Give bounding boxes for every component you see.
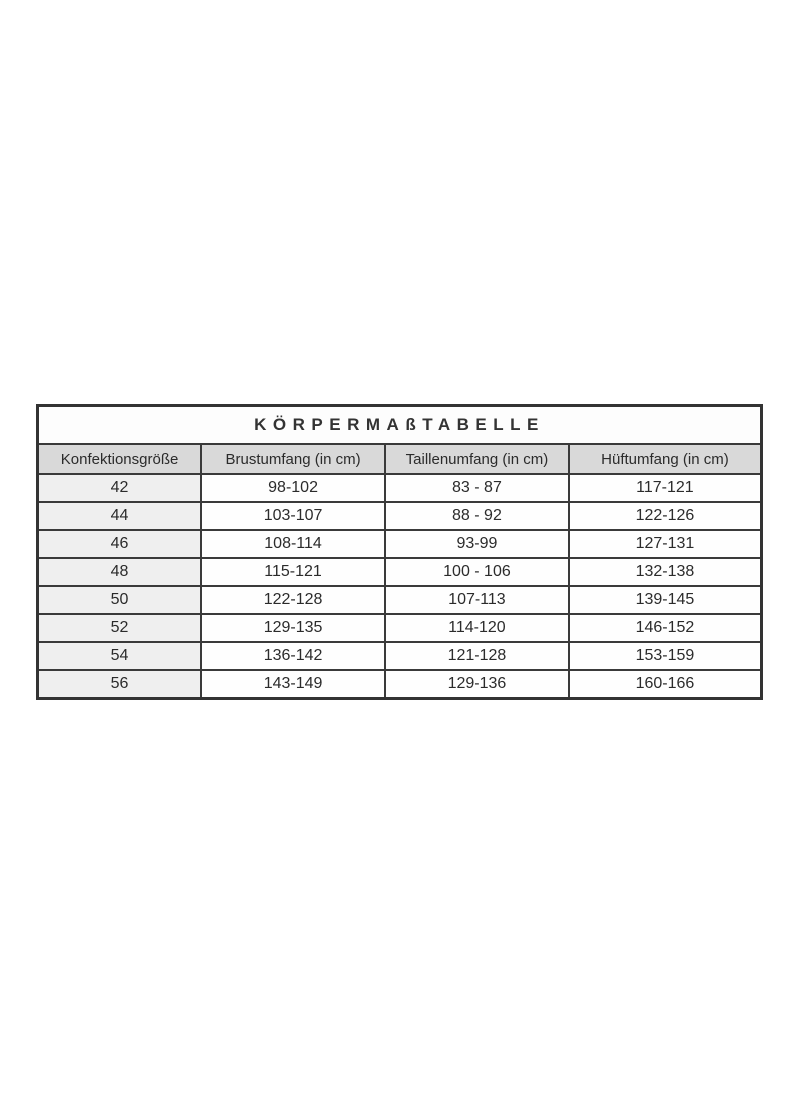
- waist-cell: 88 - 92: [385, 502, 569, 530]
- size-cell: 54: [38, 642, 202, 670]
- column-header-brustumfang: Brustumfang (in cm): [201, 444, 385, 474]
- column-header-konfektionsgroesse: Konfektionsgröße: [38, 444, 202, 474]
- table-row-size-44: [38, 502, 762, 530]
- waist-cell: 107-113: [385, 586, 569, 614]
- size-cell: 52: [38, 614, 202, 642]
- bust-cell: 143-149: [201, 670, 385, 699]
- hip-cell: 139-145: [569, 586, 762, 614]
- size-cell: 56: [38, 670, 202, 699]
- hip-cell: 117-121: [569, 474, 762, 502]
- bust-cell: 129-135: [201, 614, 385, 642]
- table-row-size-50: [38, 586, 762, 614]
- bust-cell: 115-121: [201, 558, 385, 586]
- bust-cell: 108-114: [201, 530, 385, 558]
- bust-cell: 103-107: [201, 502, 385, 530]
- column-header-hueftumfang: Hüftumfang (in cm): [569, 444, 762, 474]
- table-row-size-56: [38, 670, 762, 699]
- hip-cell: 132-138: [569, 558, 762, 586]
- size-cell: 50: [38, 586, 202, 614]
- bust-cell: 122-128: [201, 586, 385, 614]
- waist-cell: 121-128: [385, 642, 569, 670]
- table-row-size-46: [38, 530, 762, 558]
- bust-cell: 136-142: [201, 642, 385, 670]
- size-cell: 44: [38, 502, 202, 530]
- hip-cell: 127-131: [569, 530, 762, 558]
- table-row-size-48: [38, 558, 762, 586]
- size-cell: 48: [38, 558, 202, 586]
- column-header-taillenumfang: Taillenumfang (in cm): [385, 444, 569, 474]
- table-title: KÖRPERMAßTABELLE: [38, 406, 762, 445]
- title-row: [38, 406, 762, 445]
- size-cell: 42: [38, 474, 202, 502]
- waist-cell: 93-99: [385, 530, 569, 558]
- size-cell: 46: [38, 530, 202, 558]
- table-row-size-54: [38, 642, 762, 670]
- waist-cell: 114-120: [385, 614, 569, 642]
- table-row-size-52: [38, 614, 762, 642]
- body-measurement-table: [36, 404, 763, 700]
- body-measurement-table-container: [36, 404, 763, 700]
- waist-cell: 129-136: [385, 670, 569, 699]
- table-row-size-42: [38, 474, 762, 502]
- hip-cell: 146-152: [569, 614, 762, 642]
- bust-cell: 98-102: [201, 474, 385, 502]
- header-row: [38, 444, 762, 474]
- hip-cell: 153-159: [569, 642, 762, 670]
- hip-cell: 122-126: [569, 502, 762, 530]
- waist-cell: 100 - 106: [385, 558, 569, 586]
- waist-cell: 83 - 87: [385, 474, 569, 502]
- hip-cell: 160-166: [569, 670, 762, 699]
